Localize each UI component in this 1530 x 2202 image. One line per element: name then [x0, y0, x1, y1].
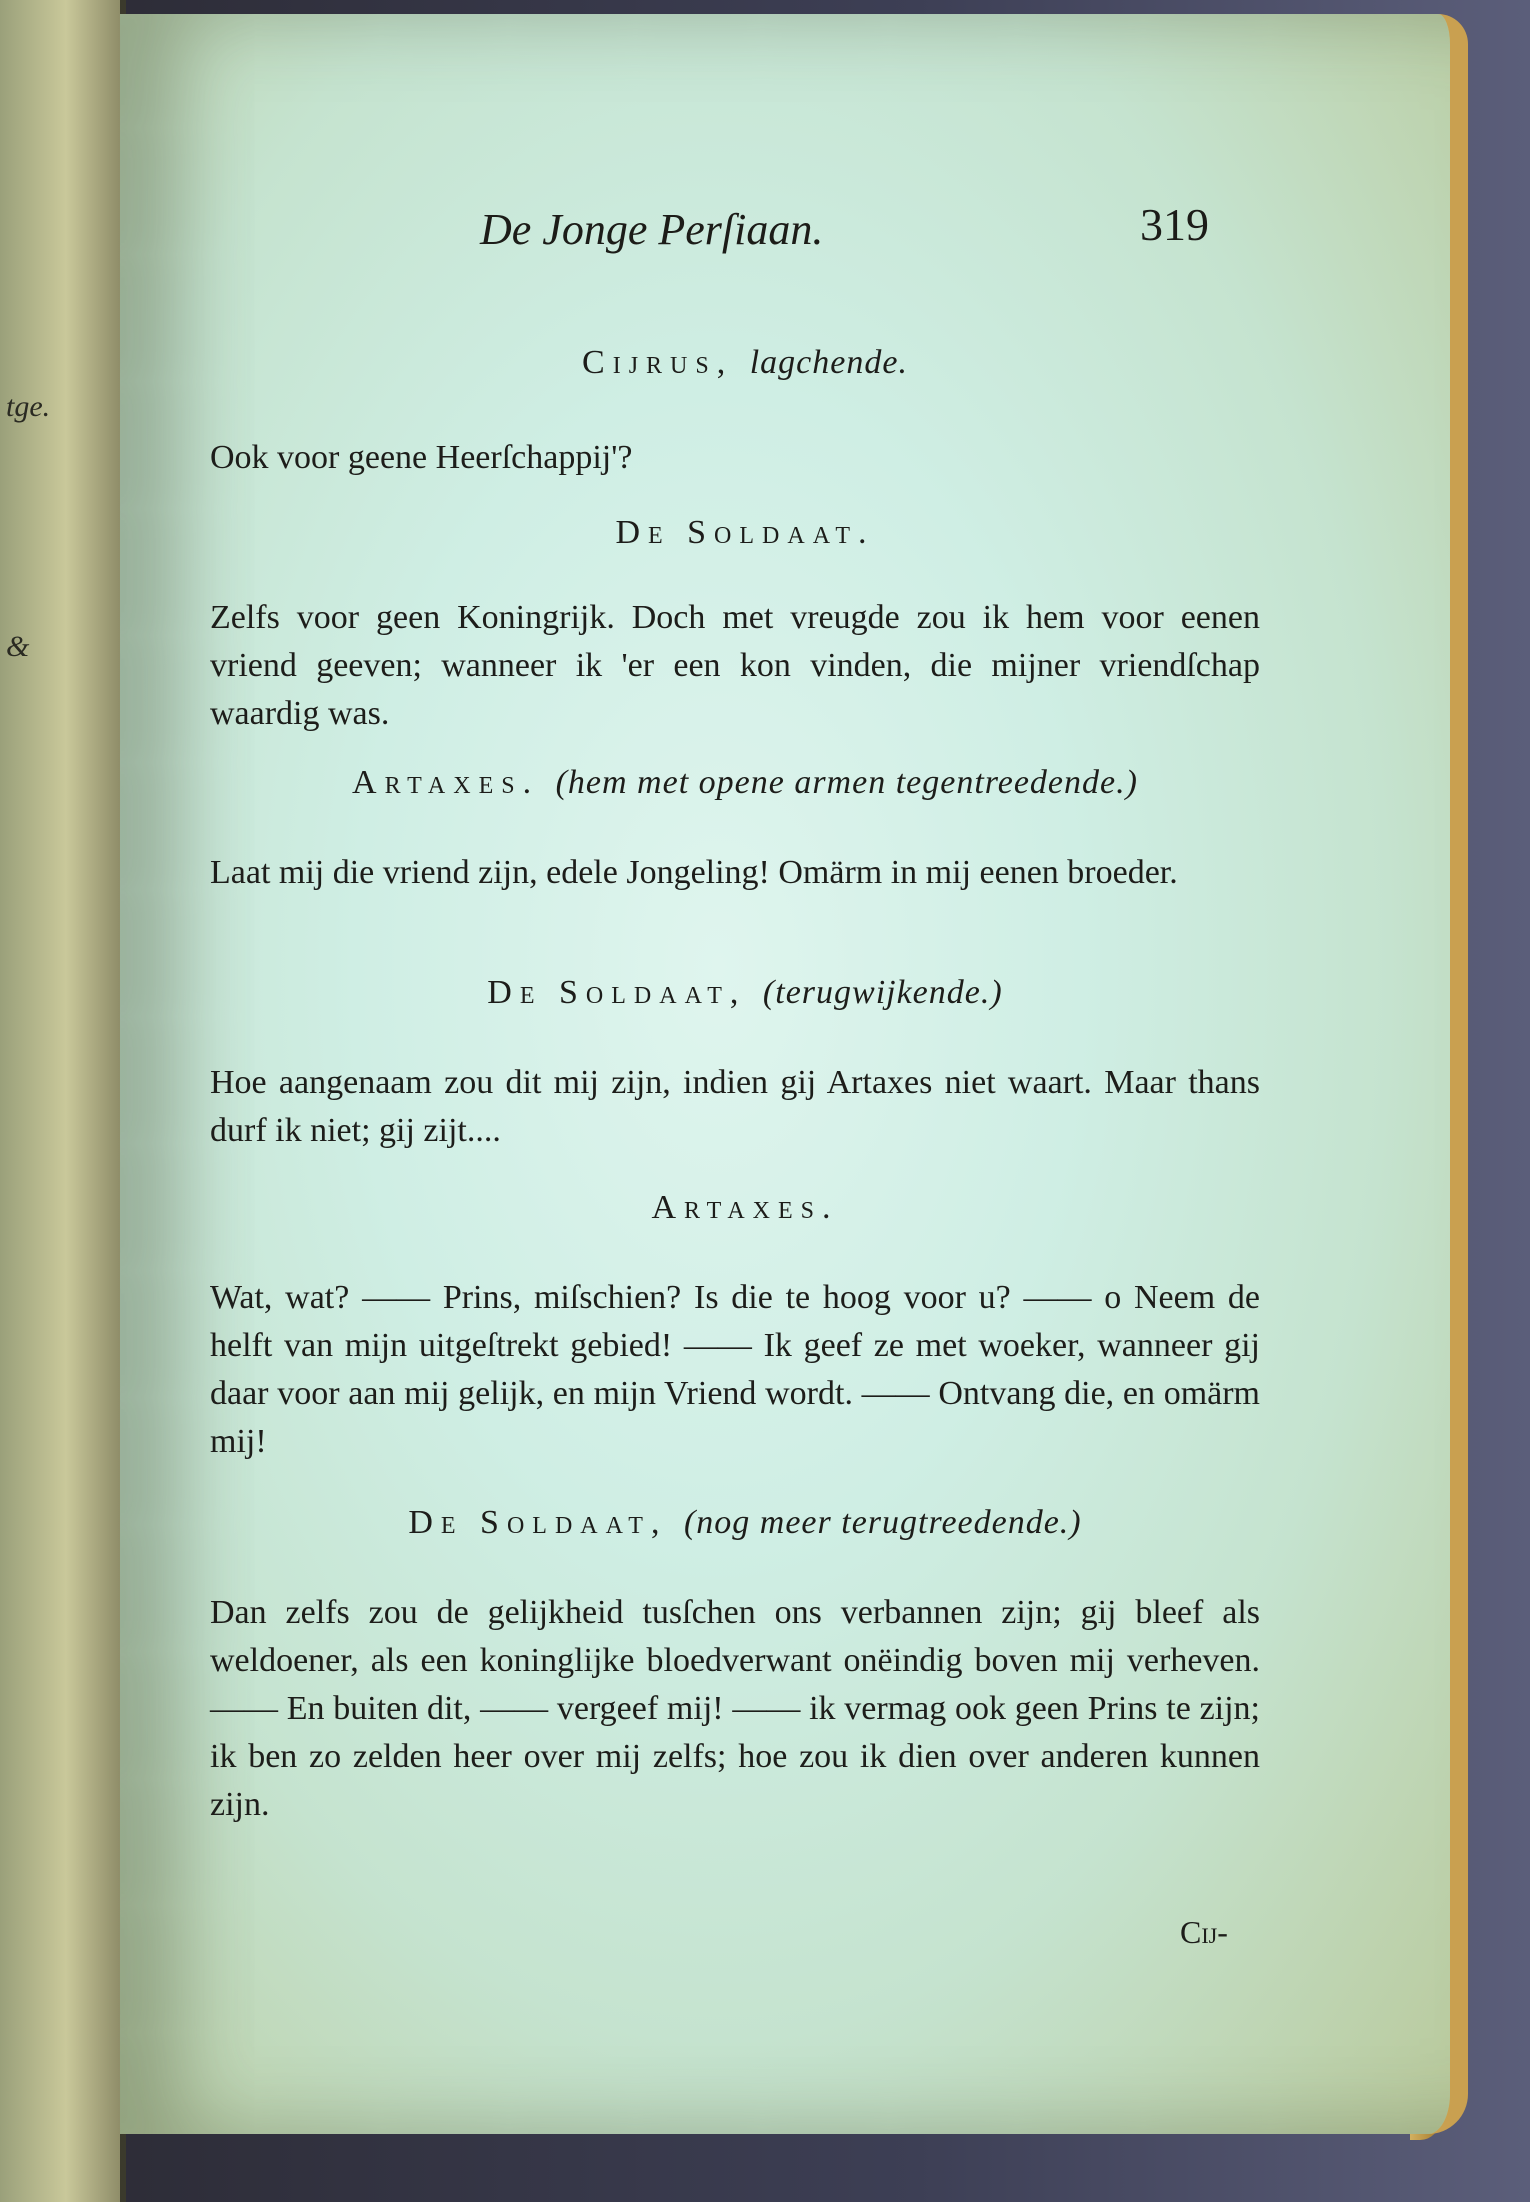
- speaker-name: Artaxes.: [352, 764, 540, 801]
- speaker-heading: [210, 764, 1280, 802]
- speaker-name: De Soldaat,: [408, 1504, 668, 1541]
- stage-direction: (terugwijkende.): [762, 974, 1003, 1011]
- speaker-heading: [210, 1504, 1280, 1542]
- speaker-heading: [210, 514, 1280, 552]
- speaker-name: De Soldaat,: [487, 974, 747, 1011]
- left-page-fragment: &: [6, 630, 30, 663]
- page-number: 319: [1140, 199, 1209, 250]
- speaker-name: Artaxes.: [651, 1189, 839, 1226]
- speaker-heading: [210, 974, 1280, 1012]
- stage-direction: (nog meer terugtreedende.): [683, 1504, 1082, 1541]
- left-page-fragment: tge.: [6, 390, 51, 423]
- speaker-heading: [210, 1189, 1280, 1227]
- catchword: Cij-: [1180, 1914, 1228, 1950]
- speech: Zelfs voor geen Koningrijk. Doch met vreugde zou ik hem voor eenen vriend geeven; wanneer ik 'er een kon vinden, die mijner vriendſchap waardig was.: [210, 599, 1260, 732]
- stage-direction: (hem met opene armen tegentreedende.): [555, 764, 1138, 801]
- speaker-name: Cijrus,: [582, 344, 734, 381]
- speaker-name: De Soldaat.: [615, 514, 875, 551]
- speech: Laat mij die vriend zijn, edele Jongeling! Omärm in mij eenen broeder.: [210, 854, 1178, 891]
- speech: Dan zelfs zou de gelijkheid tusſchen ons verbannen zijn; gij bleef als weldoener, als een koninglijke bloedverwant onëindig boven mij verheven. —— En buiten dit, —— vergeef mij! —— ik vermag ook geen Prins te zijn; ik ben zo zelden heer over mij zelfs; hoe zou ik dien over anderen kunnen zijn.: [210, 1594, 1260, 1823]
- speaker-heading: [210, 344, 1280, 382]
- speech: Wat, wat? —— Prins, miſschien? Is die te hoog voor u? —— o Neem de helft van mijn uitgeſtrekt gebied! —— Ik geef ze met woeker, wanneer gij daar voor aan mij gelijk, en mijn Vriend wordt. —— Ontvang die, en omärm mij!: [210, 1279, 1260, 1460]
- stage-direction: lagchende.: [749, 344, 908, 381]
- speech: Hoe aangenaam zou dit mij zijn, indien gij Artaxes niet waart. Maar thans durf ik niet; gij zijt....: [210, 1064, 1260, 1149]
- book-page: [120, 14, 1468, 2134]
- running-head: De Jonge Perſiaan.: [480, 205, 824, 254]
- previous-page-edge: [0, 0, 126, 2202]
- speech: Ook voor geene Heerſchappij'?: [210, 439, 633, 476]
